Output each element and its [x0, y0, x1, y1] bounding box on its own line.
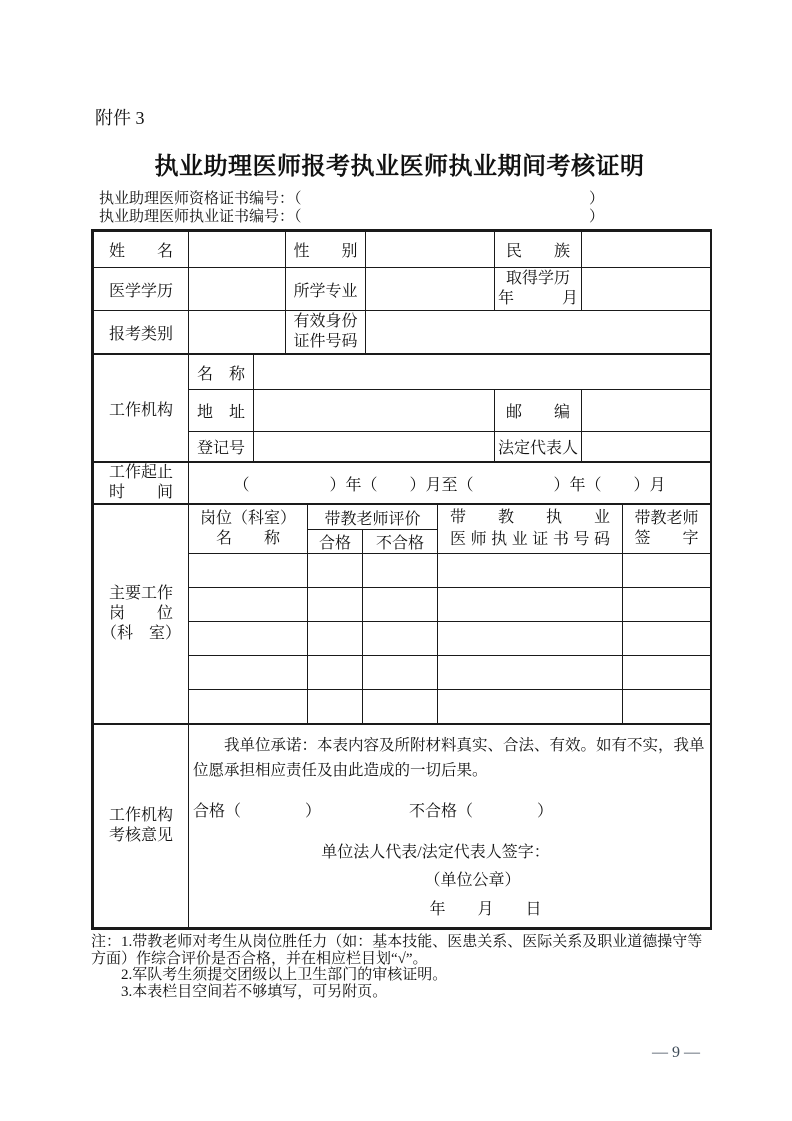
postal-label-cell: 邮 编 — [495, 390, 582, 432]
license-cell — [438, 690, 623, 724]
work-period-value-cell: （ ）年（ ）月至（ ）年（ ）月 — [189, 463, 711, 504]
pass-cell — [308, 690, 363, 724]
reg-no-value-cell — [254, 432, 495, 462]
note-item: 2.军队考生须提交团级以上卫生部门的审核证明。 — [121, 967, 448, 983]
assessment-form-table — [91, 229, 712, 930]
opinion-row — [94, 725, 711, 928]
post-name-cell — [189, 690, 308, 724]
postal-value-cell — [582, 390, 711, 432]
name-row — [94, 232, 711, 268]
education-row — [94, 268, 711, 311]
notes — [91, 934, 708, 1000]
id-number-value-cell — [366, 311, 711, 354]
fail-cell — [363, 656, 438, 690]
fail-option: 不合格（ ） — [409, 803, 554, 820]
seal-line: （单位公章） — [424, 872, 521, 889]
signature-cell — [623, 656, 711, 690]
signature-cell — [623, 588, 711, 622]
label-line: 考核意见 — [108, 827, 173, 844]
fail-cell — [363, 690, 438, 724]
pass-header-cell: 合格 — [308, 530, 363, 554]
post-name-cell — [189, 588, 308, 622]
major-value-cell — [366, 268, 495, 311]
evaluation-header-cell: 带教老师评价 — [308, 505, 438, 530]
work-period-section — [93, 462, 711, 504]
org-name-row — [94, 355, 711, 390]
practice-cert-label: 执业助理医师执业证书编号：（ — [99, 209, 302, 225]
header-line: 名 称 — [215, 530, 280, 547]
org-label-cell: 工作机构 — [94, 355, 189, 462]
post-name-cell — [189, 554, 308, 588]
legal-rep-value-cell — [582, 432, 711, 462]
label-line: 证件号码 — [293, 333, 358, 350]
id-number-label-cell — [286, 311, 366, 354]
gender-label-cell: 性 别 — [286, 232, 366, 268]
signature-cell — [623, 554, 711, 588]
header-line: 带教老师 — [634, 510, 699, 527]
category-row — [94, 311, 711, 354]
pass-cell — [308, 656, 363, 690]
label-line: 有效身份 — [293, 313, 358, 330]
opinion-label-cell — [94, 725, 189, 928]
opinion-section — [93, 724, 711, 928]
post-name-cell — [189, 656, 308, 690]
license-cell — [438, 588, 623, 622]
work-post-section — [93, 504, 711, 724]
license-cell — [438, 622, 623, 656]
license-cell — [438, 656, 623, 690]
label-line: （科 室） — [100, 625, 181, 642]
qualification-cert-label: 执业助理医师资格证书编号：（ — [99, 191, 302, 207]
header-line: 医师执业证书号码 — [450, 531, 611, 548]
fail-cell — [363, 622, 438, 656]
category-label-cell: 报考类别 — [94, 311, 189, 354]
header-line: 签 字 — [634, 530, 699, 547]
reg-no-label-cell: 登记号 — [189, 432, 254, 462]
certificate-number-lines — [91, 190, 708, 226]
org-name-value-cell — [254, 355, 711, 390]
date-line: 年 月 日 — [429, 901, 542, 918]
label-line: 年 月 — [497, 290, 578, 307]
fail-header-cell: 不合格 — [363, 530, 438, 554]
org-address-label-cell: 地 址 — [189, 390, 254, 432]
basic-info-section — [93, 231, 711, 354]
work-period-label-cell — [94, 463, 189, 504]
legal-rep-label-cell: 法定代表人 — [495, 432, 582, 462]
signature-header-cell — [623, 505, 711, 554]
label-line: 时 间 — [108, 484, 173, 501]
label-line: 工作机构 — [108, 807, 173, 824]
category-value-cell — [189, 311, 286, 354]
gender-value-cell — [366, 232, 495, 268]
edu-date-value-cell — [582, 268, 711, 311]
page-number: — 9 — — [652, 1044, 700, 1061]
pass-cell — [308, 588, 363, 622]
signature-cell — [623, 690, 711, 724]
major-label-cell: 所学专业 — [286, 268, 366, 311]
org-name-label-cell: 名 称 — [189, 355, 254, 390]
work-period-row — [94, 463, 711, 504]
education-label-cell: 医学学历 — [94, 268, 189, 311]
name-value-cell — [189, 232, 286, 268]
pass-option: 合格（ ） — [193, 803, 322, 820]
signature-line: 单位法人代表/法定代表人签字： — [321, 844, 550, 861]
pass-fail-line — [191, 799, 708, 824]
license-no-header-cell — [438, 505, 623, 554]
post-name-cell — [189, 622, 308, 656]
post-label-cell — [94, 505, 189, 724]
education-value-cell — [189, 268, 286, 311]
close-paren: ） — [588, 209, 604, 225]
header-line: 带 教 执 业 — [450, 509, 611, 526]
name-label-cell: 姓 名 — [94, 232, 189, 268]
label-line: 取得学历 — [505, 270, 570, 287]
label-line: 岗 位 — [108, 605, 173, 622]
post-name-header-cell — [189, 505, 308, 554]
close-paren: ） — [588, 191, 604, 207]
org-address-value-cell — [254, 390, 495, 432]
qualification-cert-line — [99, 190, 604, 208]
organization-section — [93, 354, 711, 462]
header-line: 岗位（科室） — [199, 510, 296, 527]
post-header-row-1 — [94, 505, 711, 530]
commitment-text: 我单位承诺：本表内容及所附材料真实、合法、有效。如有不实，我单位愿承担相应责任及由此造成的一切后果。 — [193, 737, 705, 779]
signature-cell — [623, 622, 711, 656]
pass-cell — [308, 554, 363, 588]
ethnicity-label-cell: 民 族 — [495, 232, 582, 268]
fail-cell — [363, 588, 438, 622]
ethnicity-value-cell — [582, 232, 711, 268]
opinion-content-cell — [189, 725, 711, 928]
note-item: 注：1.带教老师对考生从岗位胜任力（如：基本技能、医患关系、医际关系及职业道德操守等方面）作综合评价是否合格，并在相应栏目划“√”。 — [91, 934, 703, 967]
label-line: 工作起止 — [108, 464, 173, 481]
label-line: 主要工作 — [108, 585, 173, 602]
page-title: 执业助理医师报考执业医师执业期间考核证明 — [154, 154, 645, 180]
fail-cell — [363, 554, 438, 588]
pass-cell — [308, 622, 363, 656]
attachment-label: 附件 3 — [95, 108, 145, 128]
edu-date-label-cell — [495, 268, 582, 311]
license-cell — [438, 554, 623, 588]
practice-cert-line — [99, 208, 604, 226]
note-item: 3.本表栏目空间若不够填写，可另附页。 — [121, 983, 388, 1000]
